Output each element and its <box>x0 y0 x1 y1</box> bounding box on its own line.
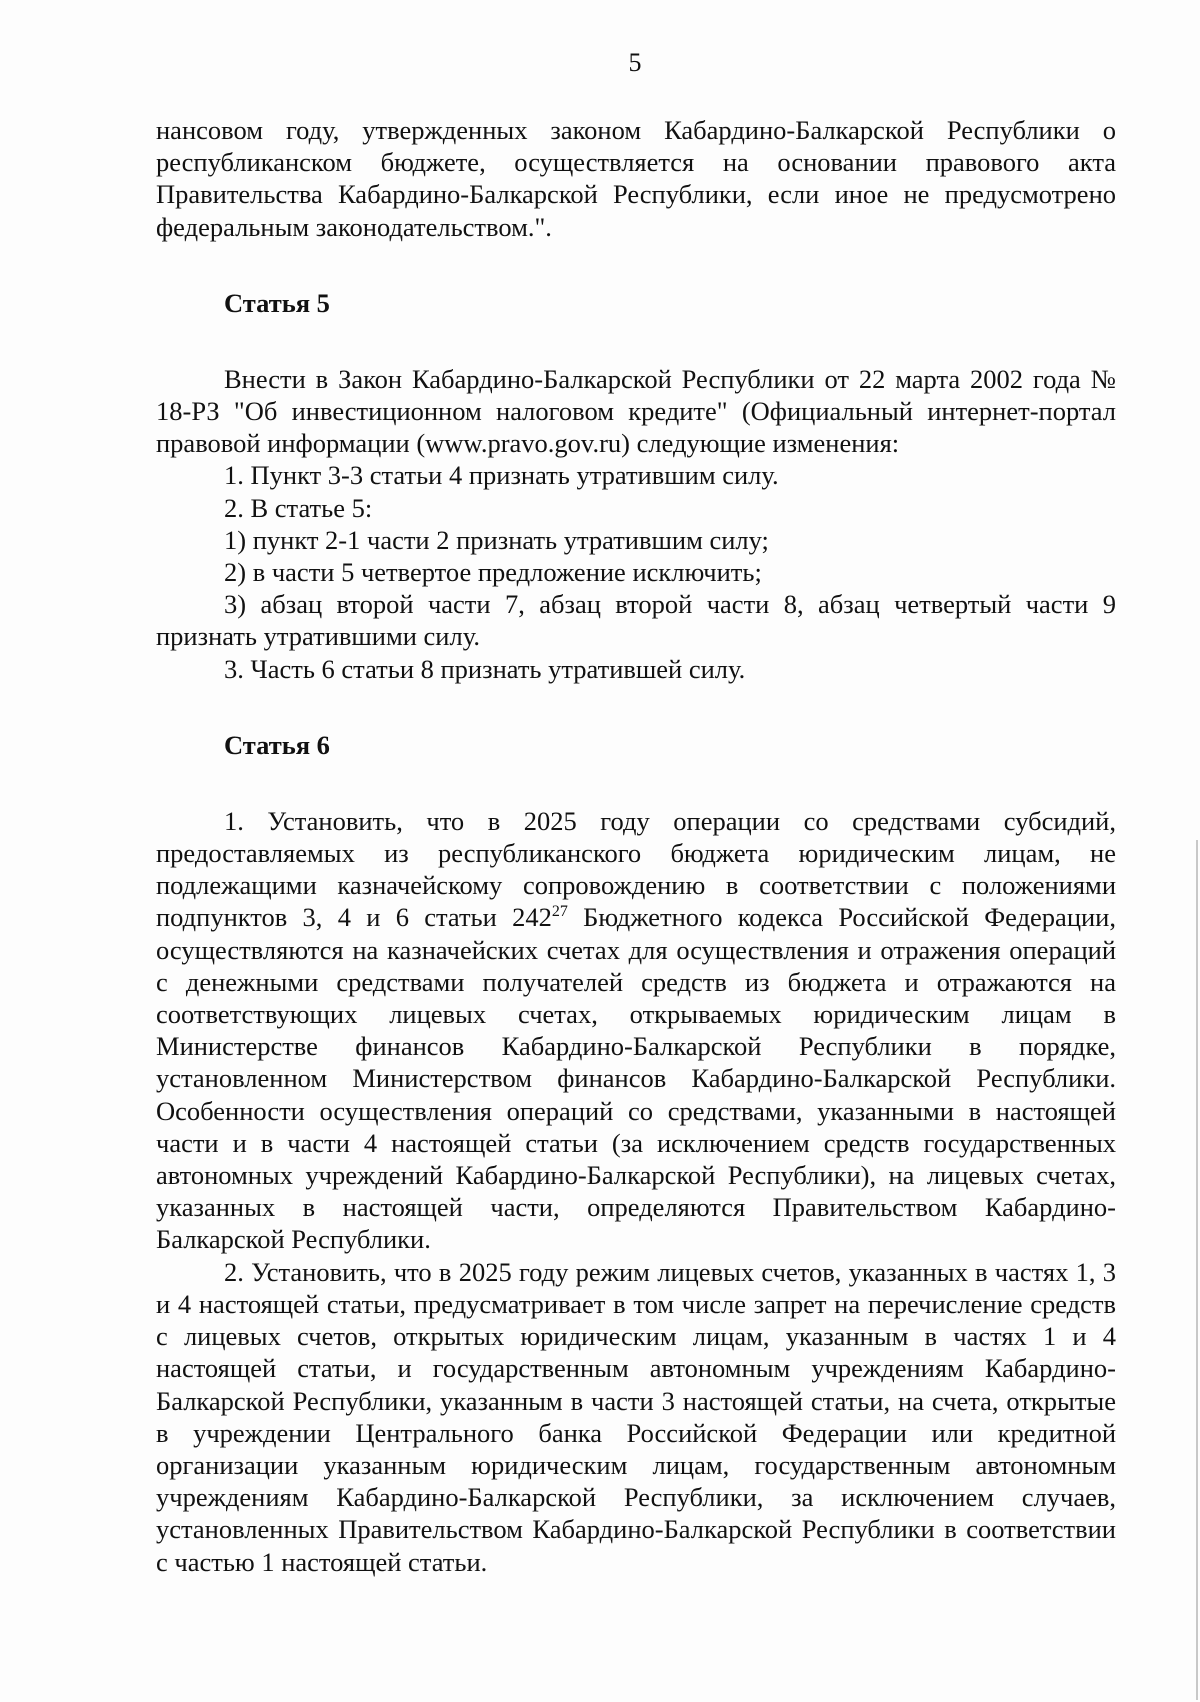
document-body <box>156 114 1116 1578</box>
article-5-item: 1. Пункт 3-3 статьи 4 признать утратившим силу. <box>224 460 779 491</box>
article-6-part-1 <box>156 805 1116 1256</box>
article-5-item: 2. В статье 5: <box>224 492 373 523</box>
scan-edge-line <box>1196 840 1198 1700</box>
continuation-paragraph: нансовом году, утвержденных законом Кабардино-Балкарской Республики о республиканском бюджете, осуществляется на основании правового акта Правительства Кабардино-Балкарской Республики, если иное не предусмотрено федеральным законодательством.". <box>156 115 1116 242</box>
spacer <box>156 243 1116 287</box>
article-5-intro: Внести в Закон Кабардино-Балкарской Республики от 22 марта 2002 года № 18-РЗ "Об инвестиционном налоговом кредите" (Официальный интернет-портал правовой информации (www.pravo.gov.ru) следующие изменения: <box>156 363 1116 459</box>
spacer <box>156 761 1116 805</box>
page-number: 5 <box>628 48 642 77</box>
spacer <box>156 319 1116 363</box>
article-6-part-1-text: 1. Установить, что в 2025 году операции со средствами субсидий, предоставляемых из республиканского бюджета юридическим лицам, не подлежащими казначейскому сопровождению в соответствии с положениями подпунктов 3, 4 и 6 статьи 242 <box>156 805 1116 933</box>
article-5-item: 2) в части 5 четвертое предложение исключить; <box>224 557 762 588</box>
article-5-item: 3. Часть 6 статьи 8 признать утратившей силу. <box>224 653 746 684</box>
article-5-heading: Статья 5 <box>224 287 330 318</box>
article-5-item: 3) абзац второй части 7, абзац второй части 8, абзац четвертый части 9 признать утратившими силу. <box>156 589 1116 652</box>
article-6-part-2: 2. Установить, что в 2025 году режим лицевых счетов, указанных в частях 1, 3 и 4 настоящей статьи, предусматривает в том числе запрет на перечисление средств с лицевых счетов, открытых юридическим лицам, указанным в частях 1 и 4 настоящей статьи, и государственным автономным учреждениям Кабардино-Балкарской Республики, указанным в части 3 настоящей статьи, на счета, открытые в учреждении Центрального банка Российской Федерации или кредитной организации указанным юридическим лицам, государственным автономным учреждениям Кабардино-Балкарской Республики, за исключением случаев, установленных Правительством Кабардино-Балкарской Республики в соответствии с частью 1 настоящей статьи. <box>156 1256 1116 1577</box>
article-6-heading: Статья 6 <box>224 729 330 760</box>
article-number-superscript: 27 <box>551 903 568 921</box>
article-5-item: 1) пункт 2-1 части 2 признать утратившим силу; <box>224 524 769 555</box>
spacer <box>156 685 1116 729</box>
article-6-part-1-text-cont: Бюджетного кодекса Российской Федерации, осуществляются на казначейских счетах для осуществления и отражения операций с денежными средствами получателей средств из бюджета и отражаются на соответствующих лицевых счетах, открываемых юридическим лицам в Министерстве финансов Кабардино-Балкарской Республики в порядке, установленном Министерством финансов Кабардино-Балкарской Республики. Особенности осуществления операций со средствами, указанными в настоящей части и в части 4 настоящей статьи (за исключением средств государственных автономных учреждений Кабардино-Балкарской Республики), на лицевых счетах, указанных в настоящей части, определяются Правительством Кабардино-Балкарской Республики. <box>156 902 1116 1255</box>
